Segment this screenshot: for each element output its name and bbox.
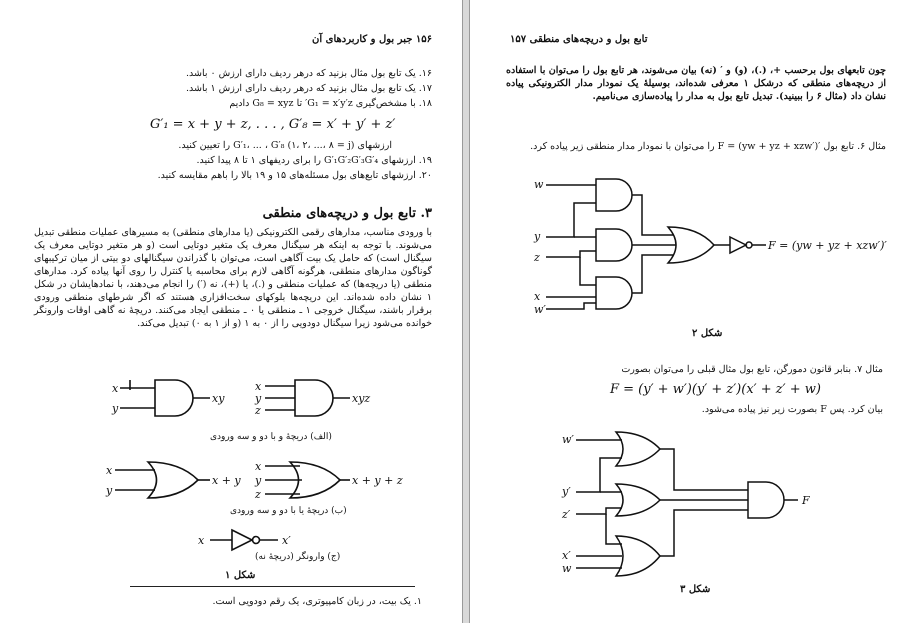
exercise-18-cont: ارزشهای G′₁، ... ، G′₈ (۱، ۲، ...، ۸ = j) را تعیین کنید.: [178, 140, 392, 151]
fig2-in-w: w: [534, 178, 544, 191]
example-7-cont: بیان کرد. پس F بصورت زیر نیز پیاده می‌شود.: [701, 404, 883, 415]
fig3-in-z-prime: z′: [562, 508, 571, 521]
intro-paragraph: چون تابعهای بول برحسب +، (.)، (و) و ′ (نه) بیان می‌شوند، هر تابع بول را می‌توان با استفاده از دریچه‌های منطقی که درشکل ۱ معرفی شده‌اند، بوسیلهٔ یک نمودار مدار الکترونیکی پیاده نشان داد (مثال ۶ را ببینید). تبدیل تابع بول به مدار را پیاده‌سازی می‌نامیم.: [506, 65, 886, 102]
or2-in-x: x: [106, 464, 113, 477]
example-6-text: مثال ۶. تابع بول ′F = (yw + yz + xzw′) را می‌توان با نمودار مدار منطقی زیر پیاده کرد.: [530, 141, 886, 152]
exercise-16: ۱۶. یک تابع بول مثال بزنید که درهر ردیف دارای ارزش ۰ باشد.: [186, 68, 432, 79]
figure-1-gates: [106, 380, 403, 580]
or3-in-x: x: [255, 460, 262, 473]
exercise-18: ۱۸. با مشخص‌گیری G₁ = x′y′z′ تا G₈ = xyz دادیم: [229, 98, 432, 109]
fig2-in-z: z: [534, 251, 540, 264]
footnote-rule: [130, 586, 415, 587]
section-title: ۳. تابع بول و دریچه‌های منطقی: [262, 206, 432, 221]
not-out: x′: [282, 534, 291, 547]
fig3-in-w: w: [562, 562, 572, 575]
fig2-in-w-prime: w′: [534, 303, 546, 316]
subcaption-and: (الف) دریچهٔ و با دو و سه ورودی: [210, 432, 332, 442]
or3-in-z: z: [255, 488, 261, 501]
fig3-in-w-prime: w′: [562, 433, 574, 446]
and3-in-y: y: [255, 392, 262, 405]
exercise-20: ۲۰. ارزشهای تابع‌های بول مسئله‌های ۱۵ و ۱۹ بالا را باهم مقایسه کنید.: [157, 170, 432, 181]
example-7-text: مثال ۷. بنابر قانون دمورگن، تابع بول مثال قبلی را می‌توان بصورت: [621, 364, 883, 375]
subcaption-not: (ج) وارونگر (دریچهٔ نه): [255, 552, 341, 562]
and3-out: xyz: [352, 392, 371, 405]
book-gutter: [462, 0, 470, 623]
and2-out: xy: [212, 392, 225, 405]
fig2-in-y: y: [534, 230, 541, 243]
and3-in-z: z: [255, 404, 261, 417]
body-paragraph: با ورودی مناسب، مدارهای رقمی الکترونیکی (یا مدارهای منطقی) به مسیرهای عملیات منطقی تبدیل می‌شوند. با توجه به اینکه هر سیگنال معرف یک متغیر دوتایی است (و هر متغیر دوتایی معرف یک سیگنال است) که حامل یک بیت آگاهی است، می‌توان با گذراندن سیگنالهای دو بیتی از میان ترکیبهای گوناگون مدارهای منطقی، هرگونه آگاهی لازم برای محاسبه یا کنترل را روی آنها پیاده کرد. مدارهای منطقی (یا دریچه‌ها) که عملیات منطقی و (.)، یا (+)، نه (′) را انجام می‌دهند، با نمادهایشان در شکل ۱ نشان داده شده‌اند. این دریچه‌ها بلوکهای سخت‌افزاری هستند که اگر شرطهای منطقی ورودی برقرار باشند، سیگنال خروجی ۱ ـ منطقی یا ۰ ـ منطقی ایجاد می‌کنند. دریچهٔ نه گاهی اوقات وارونگر خوانده می‌شود زیرا سیگنال دودویی را از ۰ به ۱ (و از ۱ به ۰) تبدیل می‌کند.: [34, 227, 433, 329]
figure-3-caption: شکل ۳: [680, 584, 711, 595]
fig2-output: F = (yw + yz + xzw′)′: [768, 239, 887, 252]
figure-1-caption: شکل ۱: [225, 570, 256, 581]
formula-g-primes: G′₁ = x + y + z, . . . , G′₈ = x′ + y′ + z′: [150, 117, 396, 132]
subcaption-or: (ب) دریچهٔ یا با دو و سه ورودی: [230, 506, 347, 516]
formula-f-demorgan: F = (y′ + w′)(y′ + z′)(x′ + z′ + w): [610, 382, 821, 397]
and2-in-x: x: [112, 382, 119, 395]
right-page-header: تابع بول و دریچه‌های منطقی ۱۵۷: [510, 34, 648, 45]
fig3-in-y-prime: y′: [562, 485, 571, 498]
left-page-header: ۱۵۶ جبر بول و کاربردهای آن: [312, 34, 432, 45]
or2-in-y: y: [106, 484, 113, 497]
not-in: x: [198, 534, 205, 547]
and2-in-y: y: [112, 402, 119, 415]
or3-out: x + y + z: [352, 474, 403, 487]
footnote: ۱. یک بیت، در زبان کامپیوتری، یک رقم دودویی است.: [212, 596, 422, 607]
or3-in-y: y: [255, 474, 262, 487]
exercise-19: ۱۹. ارزشهای G′₁G′₂G′₃G′₄ را برای ردیفهای ۱ تا ۸ پیدا کنید.: [196, 155, 432, 166]
or2-out: x + y: [212, 474, 241, 487]
figure-2-circuit: [534, 175, 887, 320]
exercise-17: ۱۷. یک تابع بول مثال بزنید که درهر ردیف دارای ارزش ۱ باشد.: [186, 83, 432, 94]
and3-in-x: x: [255, 380, 262, 393]
fig2-in-x: x: [534, 290, 541, 303]
right-page: [470, 0, 921, 623]
figure-2-caption: شکل ۲: [692, 328, 723, 339]
fig3-in-x-prime: x′: [562, 549, 571, 562]
fig3-output: F: [802, 494, 810, 507]
figure-3-circuit: [562, 428, 842, 578]
